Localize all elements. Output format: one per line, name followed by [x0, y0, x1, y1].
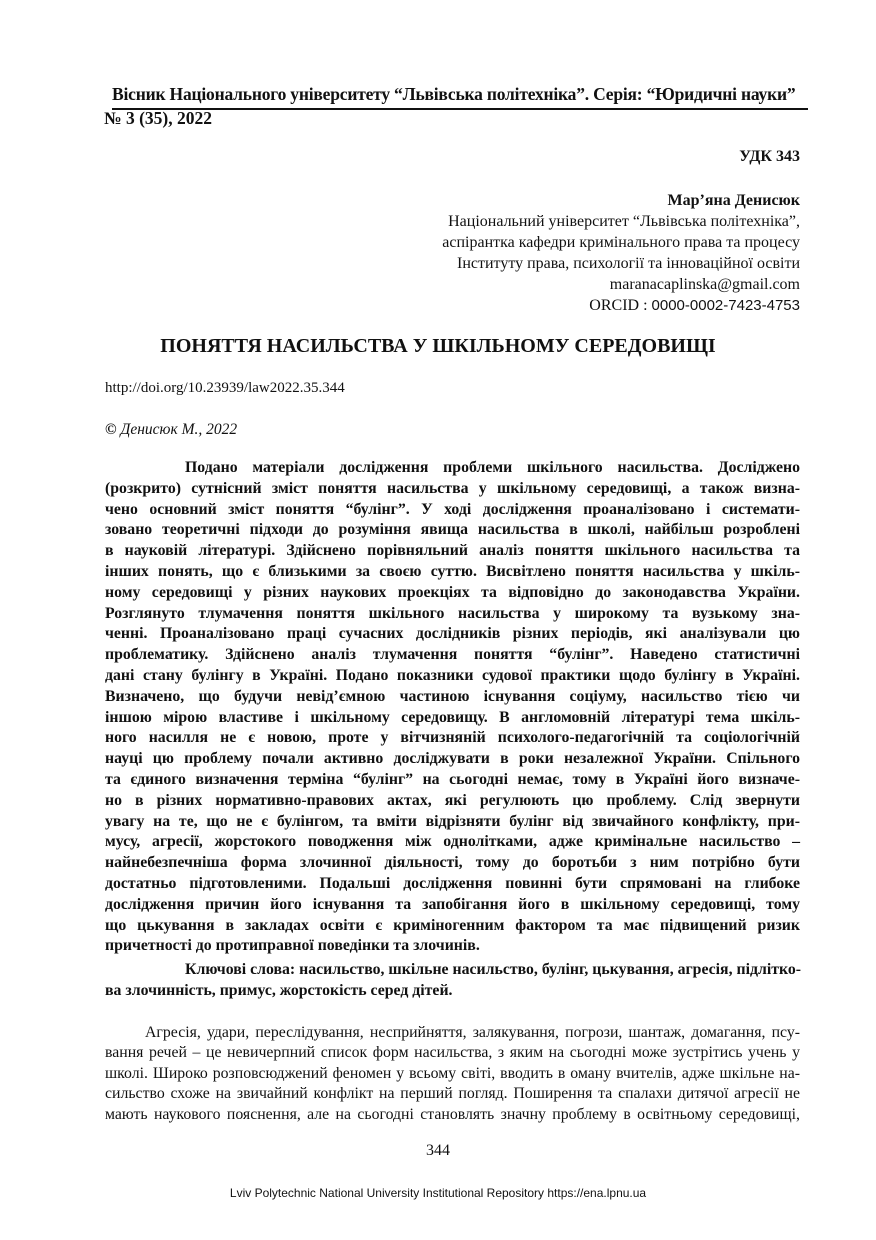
abstract-line: ному середовищі у різних наукових проекціях та відповідно до законодавства України.	[105, 583, 800, 601]
body-line: мають наукового пояснення, але на сьогодні становлять значну проблему в освітньому середовищі,	[105, 1105, 800, 1123]
keywords	[105, 960, 800, 1002]
repository-footer: Lviv Polytechnic National University Institutional Repository https://ena.lpnu.ua	[229, 1186, 647, 1200]
orcid	[442, 295, 800, 316]
affiliation-line: Інституту права, психології та інноваційної освіти	[457, 255, 800, 272]
author-email[interactable]: maranacaplinska@gmail.com	[609, 276, 800, 293]
abstract-line: достатньо підготовленими. Подальші дослідження повинні бути спрямовані на глибоке	[105, 874, 800, 892]
abstract-line: ченні. Проаналізовано праці сучасних дослідників різних періодів, які аналізували цю	[105, 625, 800, 643]
abstract-line: Розглянуто тлумачення поняття шкільного насильства у широкому та вузькому зна-	[105, 604, 800, 622]
abstract-line: Визначено, що будучи невід’ємною частиною існування соціуму, насильство тією чи	[105, 687, 800, 705]
journal-title: Вісник Національного університету “Львівська політехніка”. Серія: “Юридичні науки”	[112, 84, 808, 110]
abstract-line: інших понять, що є близькими за своєю суттю. Висвітлено поняття насильства у шкіль-	[105, 562, 800, 580]
body-line: школі. Широко розповсюджений феномен у всьому світі, вводить в оману вчителів, адже шкільне на-	[105, 1064, 800, 1082]
abstract	[105, 458, 800, 957]
abstract-line: що цькування в закладах освіти є криміногенним фактором та має підвищений ризик	[105, 916, 800, 934]
abstract-line: мусу, агресії, жорстокого поводження між однолітками, адже кримінальне насильство –	[105, 833, 800, 851]
abstract-line: дослідження причин його існування та запобігання його в шкільному середовищі, тому	[105, 895, 800, 913]
orcid-label: ORCID :	[589, 297, 652, 314]
abstract-line: чено основний зміст поняття “булінг”. У ході дослідження проаналізовано і системати-	[105, 500, 800, 518]
orcid-id[interactable]: 0000-0002-7423-4753	[651, 297, 800, 314]
keywords-line: Ключові слова: насильство, шкільне насильство, булінг, цькування, агресія, підлітко-	[185, 961, 802, 978]
keywords-line: ва злочинність, примус, жорстокість серед дітей.	[105, 981, 453, 999]
abstract-line: зовано теоретичні підходи до розуміння явища насильства в школі, найбільш розроблені	[105, 521, 800, 539]
body-line: сильство схоже на звичайний конфлікт на перший погляд. Поширення та спалахи дитячої агресії не	[105, 1085, 800, 1103]
abstract-line: увагу на те, що не є булінгом, та вміти відрізняти булінг від звичайного конфлікту, при-	[105, 812, 800, 830]
abstract-line: (розкрито) сутнісний зміст поняття насильства у шкільному середовищі, а також визна-	[105, 479, 800, 497]
issue-number: № 3 (35), 2022	[104, 108, 212, 128]
abstract-line: но в різних нормативно-правових актах, які регулюють цю проблему. Слід звернути	[105, 791, 800, 809]
copyright-text: Денисюк М., 2022	[116, 421, 238, 438]
doi-link[interactable]: http://doi.org/10.23939/law2022.35.344	[105, 380, 345, 396]
abstract-line: проблематику. Здійснено аналіз тлумачення поняття “булінг”. Наведено статистичні	[105, 646, 800, 664]
abstract-line: найнебезпечніша форма злочинної діяльності, тому до боротьби з ним потрібно бути	[105, 854, 800, 872]
author-name: Мар’яна Денисюк	[667, 192, 800, 209]
abstract-line: причетності до протиправної поведінки та злочинів.	[105, 937, 480, 955]
abstract-line: та єдиного визначення терміна “булінг” на сьогодні немає, тому в Україні його визначе-	[105, 770, 800, 788]
copyright-icon: ©	[105, 421, 117, 438]
affiliation-line: аспірантка кафедри кримінального права та процесу	[442, 234, 800, 251]
abstract-line: Подано матеріали дослідження проблеми шкільного насильства. Досліджено	[185, 459, 800, 476]
abstract-line: науці цю проблему почали активно досліджувати в роки незалежної України. Спільного	[105, 750, 800, 768]
abstract-line: в науковій літературі. Здійснено порівняльний аналіз поняття шкільного насильства та	[105, 542, 800, 560]
abstract-line: іншою мірою властиве і шкільному середовищу. В англомовній літературі тема шкіль-	[105, 708, 800, 726]
article-title: ПОНЯТТЯ НАСИЛЬСТВА У ШКІЛЬНОМУ СЕРЕДОВИЩІ	[160, 335, 716, 357]
page-number: 344	[426, 1142, 450, 1159]
author-block	[442, 190, 800, 316]
udk-code: УДК 343	[739, 148, 800, 165]
body-text	[105, 1023, 800, 1125]
copyright	[105, 421, 237, 439]
abstract-line: дані стану булінгу в Україні. Подано показники судової практики щодо булінгу в Україні.	[105, 666, 800, 684]
body-line: Агресія, удари, переслідування, несприйняття, залякування, погрози, шантаж, домагання, псу-	[145, 1024, 800, 1041]
affiliation-line: Національний університет “Львівська політехніка”,	[448, 213, 800, 230]
abstract-line: ного насилля не є новою, проте у вітчизняній психолого-педагогічній та соціологічній	[105, 729, 800, 747]
body-line: вання речей – це невичерпний список форм насильства, з яким на сьогодні може зустрітись учень у	[105, 1044, 800, 1062]
